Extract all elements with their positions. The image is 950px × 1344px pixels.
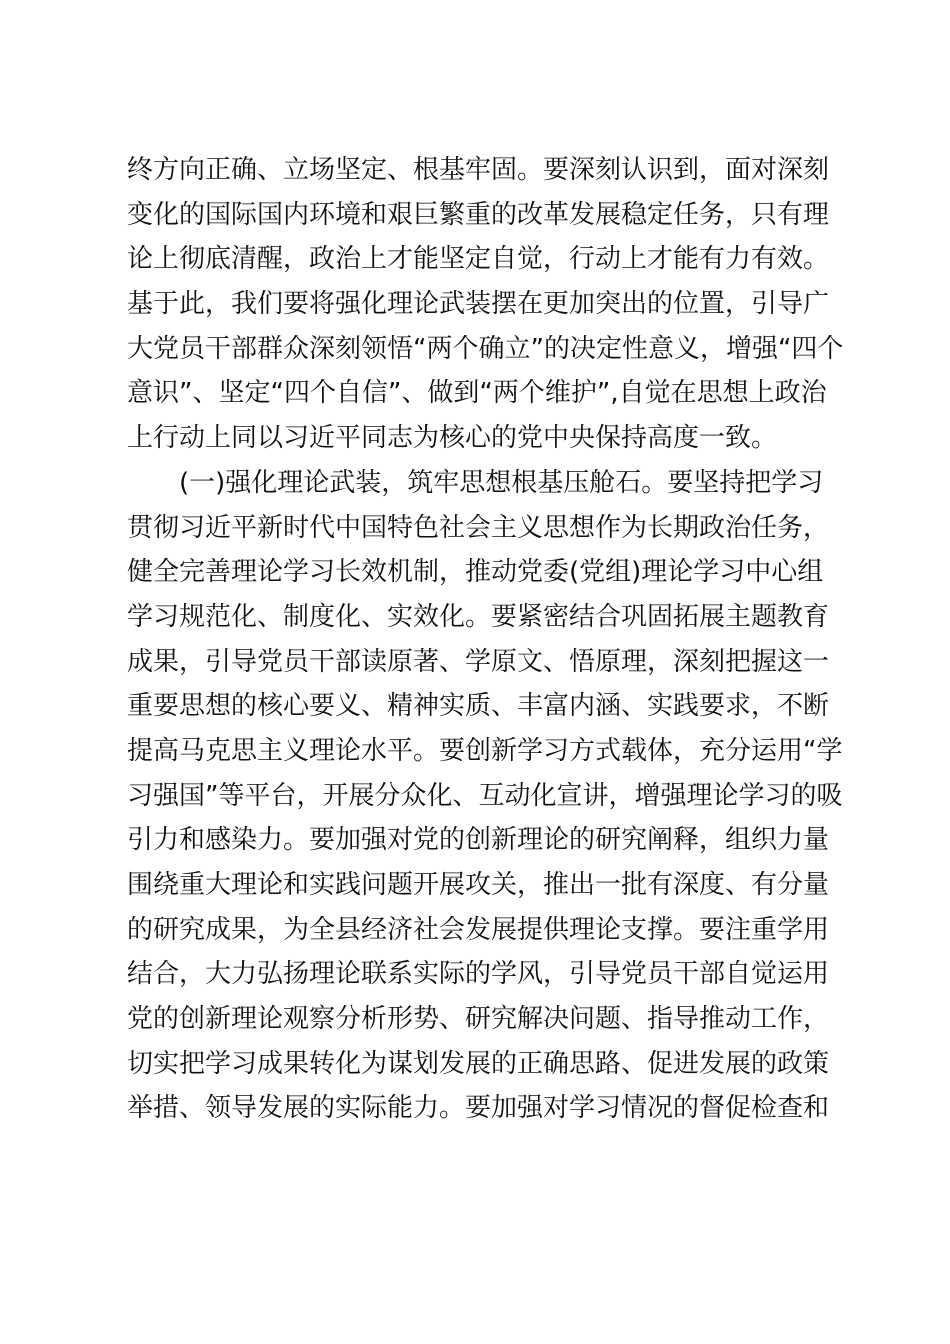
text-line: 引力和感染力。要加强对党的创新理论的研究阐释，组织力量: [127, 825, 830, 856]
text-line: 变化的国际国内环境和艰巨繁重的改革发展稳定任务，只有理: [127, 199, 830, 230]
text-line: 成果，引导党员干部读原著、学原文、悟原理，深刻把握这一: [127, 646, 830, 677]
text-line: 贯彻习近平新时代中国特色社会主义思想作为长期政治任务，: [127, 512, 830, 543]
text-line: 切实把学习成果转化为谋划发展的正确思路、促进发展的政策: [127, 1048, 830, 1079]
text-line: 提高马克思主义理论水平。要创新学习方式载体，充分运用“学: [127, 735, 843, 766]
text-line: 基于此，我们要将强化理论武装摆在更加突出的位置，引导广: [127, 289, 830, 320]
text-line: 举措、领导发展的实际能力。要加强对学习情况的督促检查和: [127, 1093, 830, 1124]
text-line: 围绕重大理论和实践问题开展攻关，推出一批有深度、有分量: [127, 870, 830, 900]
text-line: 重要思想的核心要义、精神实质、丰富内涵、实践要求，不断: [127, 691, 830, 722]
text-line: 党的创新理论观察分析形势、研究解决问题、指导推动工作，: [127, 1004, 830, 1035]
text-line: 的研究成果，为全县经济社会发展提供理论支撑。要注重学用: [127, 914, 830, 945]
text-line: 结合，大力弘扬理论联系实际的学风，引导党员干部自觉运用: [127, 959, 830, 990]
body-text: [127, 148, 844, 1131]
text-line: 意识”、坚定“四个自信”、做到“两个维护”,自觉在思想上政治: [127, 378, 827, 409]
text-line: 上行动上同以习近平同志为核心的党中央保持高度一致。: [127, 423, 778, 454]
text-line: 健全完善理论学习长效机制，推动党委(党组)理论学习中心组: [127, 557, 824, 588]
text-line: 学习规范化、制度化、实效化。要紧密结合巩固拓展主题教育: [127, 601, 830, 632]
text-line: 习强国”等平台，开展分众化、互动化宣讲，增强理论学习的吸: [127, 780, 843, 811]
text-line: 大党员干部群众深刻领悟“两个确立”的决定性意义，增强“四个: [127, 333, 844, 364]
text-line: 论上彻底清醒，政治上才能坚定自觉，行动上才能有力有效。: [127, 244, 830, 275]
section-heading-line: (一)强化理论武装，筑牢思想根基压舱石。要坚持把学习: [179, 467, 824, 498]
text-line: 终方向正确、立场坚定、根基牢固。要深刻认识到，面对深刻: [127, 155, 830, 185]
